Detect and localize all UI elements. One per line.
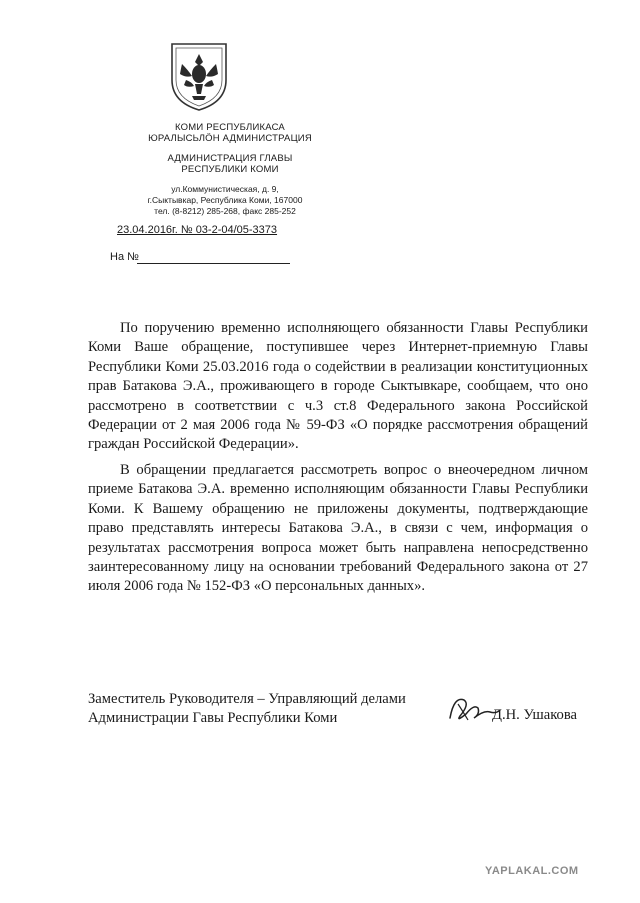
body-paragraph-1	[88, 319, 588, 455]
reply-to-blank-line	[137, 263, 290, 264]
address-street: ул.Коммунистическая, д. 9,	[171, 184, 279, 194]
org-name-komi-admin: ЮРАЛЫСЬЛӦН АДМИНИСТРАЦИЯ	[148, 133, 312, 144]
org-name-komi: КОМИ РЕСПУБЛИКАСА	[175, 122, 285, 133]
address-city: г.Сыктывкар, Республика Коми, 167000	[147, 195, 303, 205]
signatory-name: Д.Н. Ушакова	[492, 707, 578, 723]
site-watermark: YAPLAKAL.COM	[485, 865, 579, 877]
admin-name-line1: АДМИНИСТРАЦИЯ ГЛАВЫ	[167, 153, 293, 164]
address-phone: тел. (8-8212) 285-268, факс 285-252	[154, 206, 296, 216]
body-paragraph-2	[88, 461, 588, 597]
signatory-title	[88, 690, 406, 728]
admin-name-line2: РЕСПУБЛИКИ КОМИ	[181, 164, 279, 175]
paragraph-1-text: По поручению временно исполняющего обязанности Главы Республики Коми Ваше обращение, поступившее через Интернет-приемную Главы Республики Коми 25.03.2016 года о содействии в реализации конституционных прав Батакова Э.А., проживающего в городе Сыктывкаре, сообщаем, что оно рассмотрено в соответствии с ч.3 ст.8 Федерального закона Российской Федерации от 2 мая 2006 года № 59-ФЗ «О порядке рассмотрения обращений граждан Российской Федерации».	[88, 320, 588, 453]
letter-date-number: 23.04.2016г. № 03-2-04/05-3373	[117, 224, 278, 236]
paragraph-2-text: В обращении предлагается рассмотреть вопрос о внеочередном личном приеме Батакова Э.А. временно исполняющим обязанности Главы Республики Коми. К Вашему обращению не приложены документы, подтверждающие право представлять интересы Батакова Э.А., в связи с чем, информация о результатах рассмотрения вопроса может быть направлена непосредственно заинтересованному лицу на основании требований Федерального закона от 27 июля 2006 года № 152-ФЗ «О персональных данных».	[88, 462, 588, 595]
signatory-title-line2: Администрации Гавы Республики Коми	[88, 710, 338, 726]
signatory-title-line1: Заместитель Руководителя – Управляющий делами	[88, 691, 406, 707]
reply-to-label: На №	[110, 251, 139, 263]
coat-of-arms-emblem	[168, 40, 230, 112]
